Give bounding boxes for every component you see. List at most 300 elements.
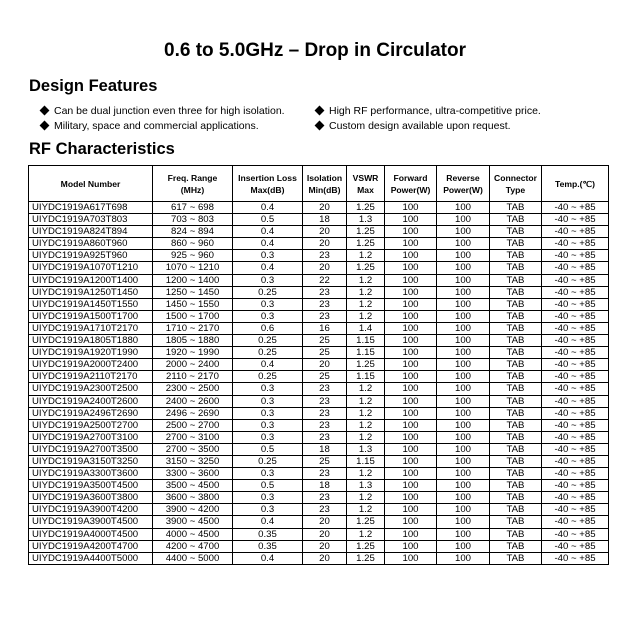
table-cell: 4200 ~ 4700: [153, 540, 233, 552]
table-row: [29, 419, 609, 431]
table-cell: 100: [385, 455, 437, 467]
model-number-cell: UIYDC1919A824T894: [29, 226, 153, 238]
table-cell: 23: [303, 310, 347, 322]
table-cell: 100: [437, 383, 490, 395]
table-cell: 100: [437, 455, 490, 467]
table-cell: TAB: [490, 298, 542, 310]
table-cell: -40 ~ +85: [542, 347, 609, 359]
column-header: Forward Power(W): [385, 166, 437, 202]
table-cell: TAB: [490, 419, 542, 431]
table-cell: 100: [437, 492, 490, 504]
diamond-bullet-icon: [315, 106, 325, 116]
table-cell: TAB: [490, 347, 542, 359]
table-cell: 1.4: [347, 322, 385, 334]
model-number-cell: UIYDC1919A1920T1990: [29, 347, 153, 359]
model-number-cell: UIYDC1919A2300T2500: [29, 383, 153, 395]
model-number-cell: UIYDC1919A4200T4700: [29, 540, 153, 552]
column-header: VSWR Max: [347, 166, 385, 202]
table-cell: 1.2: [347, 250, 385, 262]
feature-item: [315, 119, 541, 134]
table-cell: 925 ~ 960: [153, 250, 233, 262]
rf-characteristics-heading: RF Characteristics: [29, 140, 175, 158]
column-header: Model Number: [29, 166, 153, 202]
table-cell: 18: [303, 214, 347, 226]
table-cell: 100: [437, 347, 490, 359]
table-cell: -40 ~ +85: [542, 443, 609, 455]
feature-text: Can be dual junction even three for high isolation.: [54, 105, 285, 117]
table-cell: 100: [385, 371, 437, 383]
feature-text: Military, space and commercial applications.: [54, 120, 259, 132]
table-cell: 20: [303, 516, 347, 528]
table-cell: 3900 ~ 4200: [153, 504, 233, 516]
table-cell: 100: [437, 262, 490, 274]
table-cell: -40 ~ +85: [542, 371, 609, 383]
table-cell: 1.2: [347, 528, 385, 540]
table-cell: 20: [303, 528, 347, 540]
table-cell: 0.4: [233, 262, 303, 274]
table-cell: 1070 ~ 1210: [153, 262, 233, 274]
table-cell: 100: [437, 310, 490, 322]
table-cell: 0.3: [233, 468, 303, 480]
table-cell: 1.3: [347, 214, 385, 226]
table-row: [29, 335, 609, 347]
table-cell: 100: [437, 504, 490, 516]
table-cell: -40 ~ +85: [542, 455, 609, 467]
table-cell: 100: [437, 286, 490, 298]
column-header: Freq. Range (MHz): [153, 166, 233, 202]
table-cell: 100: [437, 407, 490, 419]
table-cell: 20: [303, 552, 347, 564]
table-cell: 23: [303, 383, 347, 395]
table-cell: 100: [385, 443, 437, 455]
table-cell: 100: [385, 395, 437, 407]
table-cell: -40 ~ +85: [542, 516, 609, 528]
table-cell: 100: [437, 298, 490, 310]
table-cell: 100: [437, 419, 490, 431]
table-cell: 1.2: [347, 298, 385, 310]
table-cell: 20: [303, 262, 347, 274]
table-cell: 0.4: [233, 516, 303, 528]
table-cell: 100: [437, 552, 490, 564]
table-cell: 100: [385, 540, 437, 552]
table-cell: 0.3: [233, 419, 303, 431]
table-row: [29, 504, 609, 516]
table-cell: 100: [437, 250, 490, 262]
table-cell: 16: [303, 322, 347, 334]
table-cell: 1.2: [347, 504, 385, 516]
table-cell: -40 ~ +85: [542, 322, 609, 334]
table-row: [29, 262, 609, 274]
model-number-cell: UIYDC1919A1250T1450: [29, 286, 153, 298]
model-number-cell: UIYDC1919A3600T3800: [29, 492, 153, 504]
table-cell: 2496 ~ 2690: [153, 407, 233, 419]
table-cell: 3150 ~ 3250: [153, 455, 233, 467]
table-cell: -40 ~ +85: [542, 383, 609, 395]
table-row: [29, 347, 609, 359]
table-row: [29, 431, 609, 443]
table-cell: -40 ~ +85: [542, 492, 609, 504]
table-cell: 20: [303, 540, 347, 552]
table-cell: 1200 ~ 1400: [153, 274, 233, 286]
model-number-cell: UIYDC1919A2700T3500: [29, 443, 153, 455]
table-cell: 100: [437, 335, 490, 347]
table-cell: 100: [385, 226, 437, 238]
feature-text: High RF performance, ultra-competitive price.: [329, 105, 541, 117]
table-cell: 100: [385, 431, 437, 443]
table-cell: 0.25: [233, 455, 303, 467]
model-number-cell: UIYDC1919A2500T2700: [29, 419, 153, 431]
column-header: Temp.(℃): [542, 166, 609, 202]
table-cell: 824 ~ 894: [153, 226, 233, 238]
diamond-bullet-icon: [40, 121, 50, 131]
table-cell: -40 ~ +85: [542, 359, 609, 371]
table-row: [29, 298, 609, 310]
table-row: [29, 322, 609, 334]
table-cell: 100: [385, 202, 437, 214]
table-cell: -40 ~ +85: [542, 298, 609, 310]
table-cell: -40 ~ +85: [542, 226, 609, 238]
table-cell: 100: [385, 480, 437, 492]
table-row: [29, 274, 609, 286]
table-cell: 2500 ~ 2700: [153, 419, 233, 431]
features-right-column: [315, 104, 541, 134]
table-cell: 0.3: [233, 310, 303, 322]
table-cell: 25: [303, 371, 347, 383]
table-cell: 1.25: [347, 552, 385, 564]
table-cell: TAB: [490, 455, 542, 467]
table-cell: TAB: [490, 492, 542, 504]
table-cell: 100: [385, 298, 437, 310]
table-row: [29, 540, 609, 552]
table-cell: 0.3: [233, 250, 303, 262]
table-cell: TAB: [490, 286, 542, 298]
table-cell: 100: [437, 468, 490, 480]
model-number-cell: UIYDC1919A617T698: [29, 202, 153, 214]
table-cell: 0.3: [233, 504, 303, 516]
table-cell: -40 ~ +85: [542, 310, 609, 322]
table-cell: TAB: [490, 310, 542, 322]
table-cell: -40 ~ +85: [542, 335, 609, 347]
table-row: [29, 286, 609, 298]
table-cell: 100: [437, 371, 490, 383]
model-number-cell: UIYDC1919A1450T1550: [29, 298, 153, 310]
table-cell: 0.25: [233, 286, 303, 298]
table-cell: TAB: [490, 202, 542, 214]
table-cell: 0.4: [233, 226, 303, 238]
table-row: [29, 383, 609, 395]
table-cell: 1450 ~ 1550: [153, 298, 233, 310]
table-cell: 100: [437, 395, 490, 407]
table-row: [29, 480, 609, 492]
table-row: [29, 492, 609, 504]
table-cell: -40 ~ +85: [542, 214, 609, 226]
table-cell: 0.4: [233, 202, 303, 214]
table-cell: TAB: [490, 250, 542, 262]
table-row: [29, 455, 609, 467]
table-cell: -40 ~ +85: [542, 202, 609, 214]
table-cell: 1250 ~ 1450: [153, 286, 233, 298]
table-cell: 20: [303, 359, 347, 371]
table-cell: 1.2: [347, 274, 385, 286]
rf-characteristics-table: [28, 165, 609, 565]
table-cell: 1710 ~ 2170: [153, 322, 233, 334]
table-cell: 0.35: [233, 528, 303, 540]
table-cell: 0.3: [233, 395, 303, 407]
table-cell: -40 ~ +85: [542, 419, 609, 431]
table-header-row: [29, 166, 609, 202]
design-features-heading: Design Features: [29, 77, 158, 95]
table-cell: 100: [437, 480, 490, 492]
table-cell: 1.2: [347, 492, 385, 504]
table-cell: 1.3: [347, 443, 385, 455]
table-cell: 100: [385, 407, 437, 419]
table-row: [29, 310, 609, 322]
table-cell: 1.15: [347, 347, 385, 359]
table-cell: 23: [303, 395, 347, 407]
table-cell: 23: [303, 298, 347, 310]
table-cell: 1.2: [347, 468, 385, 480]
table-cell: 23: [303, 286, 347, 298]
column-header: Isolation Min(dB): [303, 166, 347, 202]
table-cell: -40 ~ +85: [542, 504, 609, 516]
table-cell: TAB: [490, 395, 542, 407]
table-cell: 18: [303, 480, 347, 492]
table-cell: TAB: [490, 552, 542, 564]
table-cell: -40 ~ +85: [542, 431, 609, 443]
model-number-cell: UIYDC1919A3500T4500: [29, 480, 153, 492]
feature-item: [40, 119, 285, 134]
table-cell: 2700 ~ 3500: [153, 443, 233, 455]
table-cell: 100: [385, 262, 437, 274]
table-cell: 1.25: [347, 516, 385, 528]
feature-item: [40, 104, 285, 119]
table-cell: 0.4: [233, 552, 303, 564]
table-cell: 3300 ~ 3600: [153, 468, 233, 480]
table-cell: TAB: [490, 371, 542, 383]
model-number-cell: UIYDC1919A1070T1210: [29, 262, 153, 274]
table-cell: -40 ~ +85: [542, 274, 609, 286]
model-number-cell: UIYDC1919A2400T2600: [29, 395, 153, 407]
table-cell: 100: [385, 274, 437, 286]
table-cell: TAB: [490, 335, 542, 347]
table-cell: TAB: [490, 504, 542, 516]
model-number-cell: UIYDC1919A3900T4500: [29, 516, 153, 528]
table-cell: 100: [437, 359, 490, 371]
table-cell: 3900 ~ 4500: [153, 516, 233, 528]
table-cell: 100: [385, 250, 437, 262]
table-cell: 1.15: [347, 455, 385, 467]
model-number-cell: UIYDC1919A1710T2170: [29, 322, 153, 334]
table-cell: 2300 ~ 2500: [153, 383, 233, 395]
table-cell: 0.6: [233, 322, 303, 334]
table-cell: 0.3: [233, 383, 303, 395]
table-cell: TAB: [490, 383, 542, 395]
table-cell: TAB: [490, 226, 542, 238]
table-cell: 100: [437, 238, 490, 250]
table-cell: 100: [385, 552, 437, 564]
column-header: Connector Type: [490, 166, 542, 202]
table-cell: 23: [303, 492, 347, 504]
table-cell: 100: [385, 528, 437, 540]
table-cell: 0.5: [233, 214, 303, 226]
table-cell: 0.4: [233, 359, 303, 371]
table-cell: 25: [303, 347, 347, 359]
table-cell: 1.2: [347, 286, 385, 298]
table-cell: TAB: [490, 528, 542, 540]
table-body: [29, 202, 609, 565]
table-cell: 100: [437, 431, 490, 443]
table-cell: 0.3: [233, 492, 303, 504]
table-row: [29, 214, 609, 226]
table-cell: TAB: [490, 238, 542, 250]
table-cell: 100: [385, 286, 437, 298]
table-cell: 18: [303, 443, 347, 455]
table-cell: 0.35: [233, 540, 303, 552]
table-cell: 25: [303, 455, 347, 467]
table-cell: 2400 ~ 2600: [153, 395, 233, 407]
table-cell: 1805 ~ 1880: [153, 335, 233, 347]
table-cell: -40 ~ +85: [542, 468, 609, 480]
table-cell: 23: [303, 419, 347, 431]
table-cell: 1.25: [347, 540, 385, 552]
model-number-cell: UIYDC1919A703T803: [29, 214, 153, 226]
table-cell: 1.25: [347, 262, 385, 274]
table-row: [29, 395, 609, 407]
table-cell: TAB: [490, 516, 542, 528]
table-cell: 1.2: [347, 395, 385, 407]
table-cell: 100: [385, 419, 437, 431]
table-cell: 100: [437, 443, 490, 455]
table-cell: 0.25: [233, 335, 303, 347]
table-cell: 0.3: [233, 407, 303, 419]
model-number-cell: UIYDC1919A4400T5000: [29, 552, 153, 564]
table-cell: 3500 ~ 4500: [153, 480, 233, 492]
table-cell: 0.25: [233, 347, 303, 359]
table-cell: 20: [303, 202, 347, 214]
table-row: [29, 202, 609, 214]
table-cell: 1.2: [347, 383, 385, 395]
model-number-cell: UIYDC1919A3150T3250: [29, 455, 153, 467]
table-cell: 100: [385, 310, 437, 322]
table-cell: TAB: [490, 359, 542, 371]
table-cell: 1.3: [347, 480, 385, 492]
table-cell: 100: [385, 347, 437, 359]
table-cell: 1.2: [347, 419, 385, 431]
table-cell: 23: [303, 407, 347, 419]
table-cell: 100: [385, 322, 437, 334]
table-cell: -40 ~ +85: [542, 286, 609, 298]
table-cell: 100: [385, 516, 437, 528]
table-cell: 1920 ~ 1990: [153, 347, 233, 359]
table-cell: 100: [437, 540, 490, 552]
table-cell: 100: [385, 238, 437, 250]
model-number-cell: UIYDC1919A4000T4500: [29, 528, 153, 540]
table-row: [29, 238, 609, 250]
table-cell: 1.25: [347, 226, 385, 238]
table-cell: 100: [437, 274, 490, 286]
table-cell: 23: [303, 504, 347, 516]
table-cell: 1.25: [347, 359, 385, 371]
table-cell: -40 ~ +85: [542, 480, 609, 492]
table-cell: 4000 ~ 4500: [153, 528, 233, 540]
diamond-bullet-icon: [315, 121, 325, 131]
table-cell: -40 ~ +85: [542, 407, 609, 419]
model-number-cell: UIYDC1919A3900T4200: [29, 504, 153, 516]
table-cell: 0.3: [233, 431, 303, 443]
model-number-cell: UIYDC1919A1200T1400: [29, 274, 153, 286]
table-cell: 1.15: [347, 335, 385, 347]
column-header: Insertion Loss Max(dB): [233, 166, 303, 202]
table-cell: -40 ~ +85: [542, 250, 609, 262]
table-cell: 1.25: [347, 202, 385, 214]
page-title: 0.6 to 5.0GHz – Drop in Circulator: [164, 40, 466, 61]
table-cell: 22: [303, 274, 347, 286]
table-row: [29, 250, 609, 262]
table-cell: 23: [303, 431, 347, 443]
table-cell: -40 ~ +85: [542, 540, 609, 552]
table-cell: TAB: [490, 540, 542, 552]
table-cell: TAB: [490, 468, 542, 480]
table-cell: -40 ~ +85: [542, 552, 609, 564]
table-cell: TAB: [490, 431, 542, 443]
table-cell: TAB: [490, 274, 542, 286]
table-cell: TAB: [490, 443, 542, 455]
model-number-cell: UIYDC1919A860T960: [29, 238, 153, 250]
table-cell: 100: [437, 202, 490, 214]
table-cell: 3600 ~ 3800: [153, 492, 233, 504]
table-cell: 2110 ~ 2170: [153, 371, 233, 383]
table-row: [29, 443, 609, 455]
table-cell: 617 ~ 698: [153, 202, 233, 214]
feature-text: Custom design available upon request.: [329, 120, 511, 132]
table-cell: 100: [385, 468, 437, 480]
table-cell: 100: [385, 359, 437, 371]
table-cell: 0.5: [233, 480, 303, 492]
model-number-cell: UIYDC1919A1805T1880: [29, 335, 153, 347]
table-cell: 0.4: [233, 238, 303, 250]
table-cell: 1500 ~ 1700: [153, 310, 233, 322]
feature-item: [315, 104, 541, 119]
table-row: [29, 468, 609, 480]
table-cell: 0.3: [233, 274, 303, 286]
table-row: [29, 226, 609, 238]
model-number-cell: UIYDC1919A1500T1700: [29, 310, 153, 322]
table-cell: 23: [303, 468, 347, 480]
table-cell: 100: [437, 214, 490, 226]
table-cell: -40 ~ +85: [542, 395, 609, 407]
table-row: [29, 371, 609, 383]
table-cell: 100: [385, 335, 437, 347]
column-header: Reverse Power(W): [437, 166, 490, 202]
table-cell: 0.5: [233, 443, 303, 455]
model-number-cell: UIYDC1919A925T960: [29, 250, 153, 262]
model-number-cell: UIYDC1919A2700T3100: [29, 431, 153, 443]
table-row: [29, 359, 609, 371]
table-cell: 860 ~ 960: [153, 238, 233, 250]
table-cell: 2000 ~ 2400: [153, 359, 233, 371]
table-cell: 20: [303, 226, 347, 238]
table-row: [29, 528, 609, 540]
table-cell: 100: [437, 516, 490, 528]
table-cell: 23: [303, 250, 347, 262]
features-left-column: [40, 104, 285, 134]
table-cell: 100: [385, 214, 437, 226]
table-cell: -40 ~ +85: [542, 262, 609, 274]
table-cell: TAB: [490, 407, 542, 419]
table-cell: TAB: [490, 262, 542, 274]
table-cell: 1.15: [347, 371, 385, 383]
table-cell: 100: [385, 383, 437, 395]
